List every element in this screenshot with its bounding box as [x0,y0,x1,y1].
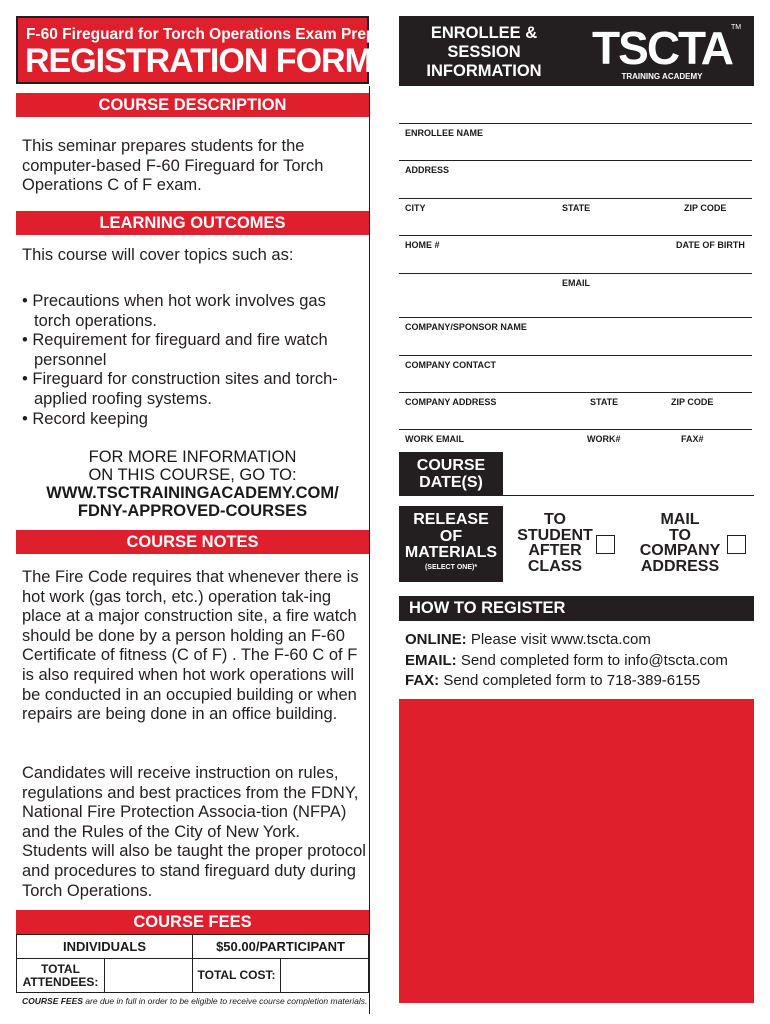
online-url[interactable]: Please visit www.tscta.com [466,631,651,648]
course-link[interactable]: WWW.TSCTRAININGACADEMY.COM/ [46,484,339,502]
list-item: • Precautions when hot work involves gas torch operations. [22,292,326,330]
option-mail-company-label: MAIL TO COMPANY ADDRESS [639,511,721,575]
register-email: EMAIL: Send completed form to info@tscta.com [405,652,728,669]
learning-outcomes-heading: LEARNING OUTCOMES [16,211,369,235]
company-sponsor-label: COMPANY/SPONSOR NAME [405,322,527,332]
course-dates-line [503,495,754,496]
total-attendees-label: TOTAL ATTENDEES: [17,959,105,993]
mail-to-company-checkbox[interactable] [727,535,746,554]
dob-label: DATE OF BIRTH [676,240,745,250]
company-state-label: STATE [590,397,619,407]
red-panel [399,699,754,1003]
enrollee-header [399,16,754,86]
form-title: REGISTRATION FORM [25,42,372,80]
column-divider [369,86,370,1014]
list-item: • Fireguard for construction sites and torch-applied roofing systems. [22,370,338,408]
city-label: CITY [405,203,426,213]
form-line [399,235,752,236]
tscta-logo: TSCTA TRAINING ACADEMY [592,22,732,81]
form-line [399,355,752,356]
more-info-block: FOR MORE INFORMATION ON THIS COURSE, GO TO: WWW.TSCTRAININGACADEMY.COM/ FDNY-APPROVED-COURSES [16,448,369,520]
course-notes-heading: COURSE NOTES [16,530,369,554]
company-zip-label: ZIP CODE [671,397,714,407]
to-student-checkbox[interactable] [596,535,615,554]
title-banner [16,16,376,84]
email-label: EMAIL [562,278,590,288]
individuals-price: $50.00/PARTICIPANT [193,935,369,959]
total-cost-field[interactable] [281,959,369,993]
state-label: STATE [562,203,591,213]
form-subtitle: F-60 Fireguard for Torch Operations Exam Prep [26,26,376,43]
form-line [399,198,752,199]
home-label: HOME # [405,240,440,250]
form-line [399,160,752,161]
course-description-heading: COURSE DESCRIPTION [16,93,369,117]
total-cost-label: TOTAL COST: [193,959,281,993]
form-line [399,123,752,124]
work-number-label: WORK# [587,434,621,444]
course-dates-label: COURSE DATE(S) [399,452,503,496]
form-line [399,392,752,393]
course-description-text: This seminar prepares students for the computer-based F-60 Fireguard for Torch Operations C of F exam. [22,137,324,195]
fax-number: Send completed form to 718-389-6155 [439,672,701,689]
course-notes-para-1: The Fire Code requires that whenever there is hot work (gas torch, etc.) operation tak-ing place at a major construction site, a fire watch should be done by a person holding an F-60 Certificate of fitness (C of F) . The F-60 C of F is also required when hot work operations will be conducted in an occupied building or when repairs are being done in an office building. [22,568,359,724]
course-fees-heading: COURSE FEES [16,910,369,934]
work-email-label: WORK EMAIL [405,434,464,444]
fax-number-label: FAX# [681,434,704,444]
total-attendees-field[interactable] [105,959,193,993]
form-line [399,273,752,274]
zip-label: ZIP CODE [684,203,727,213]
email-address[interactable]: Send completed form to info@tscta.com [456,652,728,669]
company-address-label: COMPANY ADDRESS [405,397,497,407]
how-to-register-heading: HOW TO REGISTER [399,596,754,621]
trademark-mark: TM [731,24,742,31]
course-link[interactable]: FDNY-APPROVED-COURSES [77,502,308,520]
form-line [399,429,752,430]
fees-note: COURSE FEES are due in full in order to be eligible to receive course completion materials. [22,996,368,1006]
address-label: ADDRESS [405,165,450,175]
enrollee-name-label: ENROLLEE NAME [405,128,484,138]
option-to-student-label: TO STUDENT AFTER CLASS [517,511,593,575]
select-one-note: (SELECT ONE)* [424,563,478,571]
course-notes-para-2: Candidates will receive instruction on rules, regulations and best practices from the FDNY, National Fire Protection Associa-tion (NFPA) and the Rules of the City of New York. Students will also be taught the proper protocol and procedures to stand fireguard duty during Torch Operations. [22,764,366,900]
register-online: ONLINE: Please visit www.tscta.com [405,631,651,648]
course-fees-table [16,934,369,993]
list-item: • Record keeping [22,409,148,428]
enrollee-heading: ENROLLEE & SESSION INFORMATION [426,24,542,80]
form-line [399,317,752,318]
company-contact-label: COMPANY CONTACT [405,360,496,370]
learning-outcomes-list [22,292,367,429]
register-fax: FAX: Send completed form to 718-389-6155 [405,672,701,689]
learning-outcomes-intro: This course will cover topics such as: [22,246,294,264]
individuals-label: INDIVIDUALS [17,935,193,959]
list-item: • Requirement for fireguard and fire watch personnel [22,331,328,369]
release-materials-label: RELEASE OF MATERIALS (SELECT ONE)* [399,506,503,582]
